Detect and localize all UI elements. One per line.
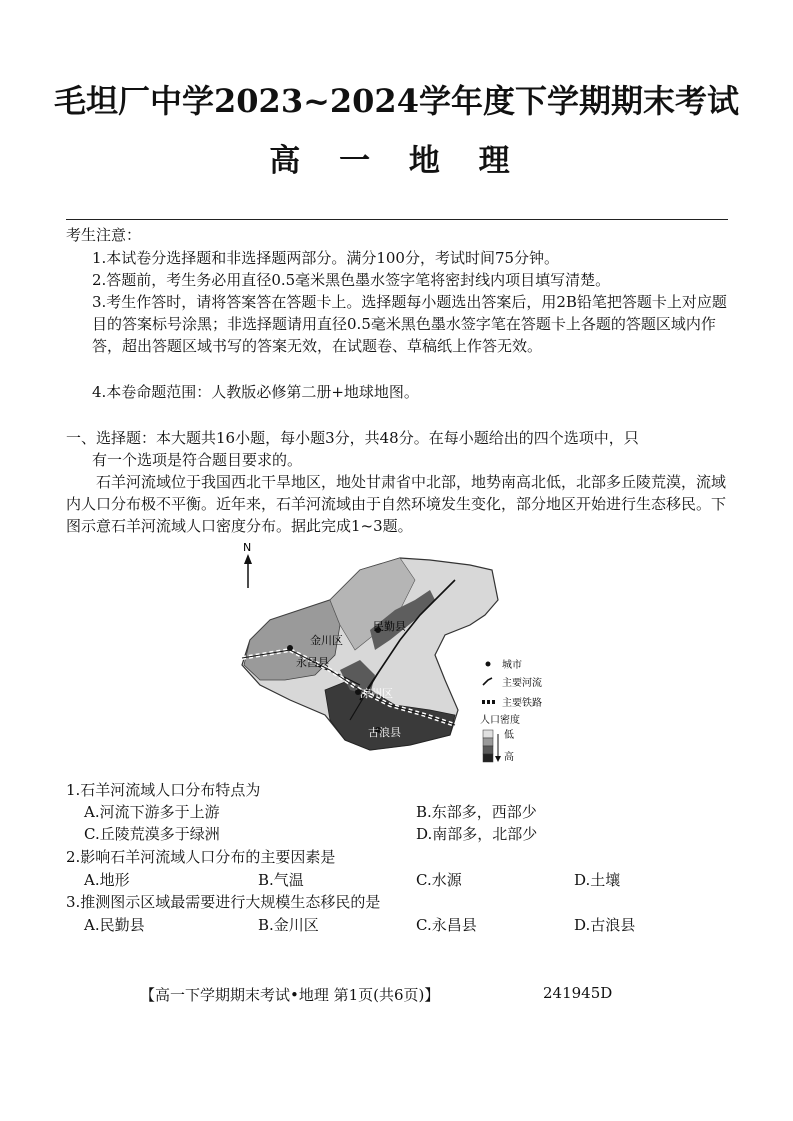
notice-item: 1.本试卷分选择题和非选择题两部分。满分100分，考试时间75分钟。 — [92, 249, 560, 267]
place-label: 凉州区 — [360, 687, 393, 700]
paper-code: 241945D — [543, 984, 613, 1002]
question-1-stem: 1.石羊河流域人口分布特点为 — [66, 781, 261, 799]
section-line-1: 一、选择题：本大题共16小题，每小题3分，共48分。在每小题给出的四个选项中，只 — [66, 429, 639, 447]
notice-heading: 考生注意： — [66, 226, 142, 244]
section-heading — [66, 427, 732, 471]
option: A.地形 — [84, 871, 130, 889]
north-label: N — [243, 541, 252, 554]
city-legend-icon — [486, 662, 491, 667]
option: C.水源 — [416, 871, 462, 889]
exam-title: 毛坦厂中学2023~2024学年度下学期期末考试 — [54, 82, 739, 120]
passage-text: 石羊河流域位于我国西北干旱地区，地处甘肃省中北部，地势南高北低，北部多丘陵荒漠，流域内人口分布极不平衡。近年来，石羊河流域由于自然环境发生变化，部分地区开始进行生态移民。下图示意石羊河流域人口密度分布。据此完成1~3题。 — [66, 473, 727, 535]
place-label: 永昌县 — [296, 656, 329, 669]
option: D.土壤 — [574, 871, 621, 889]
subject-title: 高 一 地 理 — [269, 143, 524, 179]
notice-item: 4.本卷命题范围：人教版必修第二册+地球地图。 — [92, 383, 419, 401]
population-density-map — [230, 540, 560, 770]
question-3-stem: 3.推测图示区域最需要进行大规模生态移民的是 — [66, 893, 381, 911]
option: B.东部多，西部少 — [416, 803, 537, 821]
place-label: 古浪县 — [368, 726, 401, 739]
legend-low: 低 — [504, 730, 514, 741]
notice-item: 3.考生作答时，请将答案答在答题卡上。选择题每小题选出答案后，用2B铅笔把答题卡上对应题目的答案标号涂黑；非选择题请用直径0.5毫米黑色墨水签字笔在答题卡上各题的答题区域内作答，超出答题区域书写的答案无效，在试题卷、草稿纸上作答无效。 — [92, 293, 727, 355]
notice-item: 2.答题前，考生务必用直径0.5毫米黑色墨水签字笔将密封线内项目填写清楚。 — [92, 271, 611, 289]
option: A.民勤县 — [84, 916, 145, 934]
legend-density: 人口密度 — [480, 715, 520, 726]
option: C.永昌县 — [416, 916, 477, 934]
option: D.南部多，北部少 — [416, 825, 538, 843]
legend-river: 主要河流 — [502, 678, 542, 689]
header-divider — [66, 219, 728, 220]
river-legend-icon — [483, 678, 492, 685]
option: B.金川区 — [258, 916, 319, 934]
page-footer: 【高一下学期期末考试•地理 第1页(共6页)】 — [140, 986, 440, 1004]
question-2-stem: 2.影响石羊河流域人口分布的主要因素是 — [66, 848, 336, 866]
option: D.古浪县 — [574, 916, 636, 934]
legend-city: 城市 — [502, 660, 522, 671]
map-legend — [480, 658, 542, 763]
section-line-2: 有一个选项是符合题目要求的。 — [92, 451, 303, 469]
option: A.河流下游多于上游 — [84, 803, 220, 821]
option: B.气温 — [258, 871, 304, 889]
place-label: 民勤县 — [373, 620, 406, 633]
option: C.丘陵荒漠多于绿洲 — [84, 825, 220, 843]
legend-high: 高 — [504, 752, 514, 763]
north-arrow-icon — [243, 541, 252, 588]
legend-railway: 主要铁路 — [502, 698, 542, 709]
place-label: 金川区 — [310, 634, 343, 647]
